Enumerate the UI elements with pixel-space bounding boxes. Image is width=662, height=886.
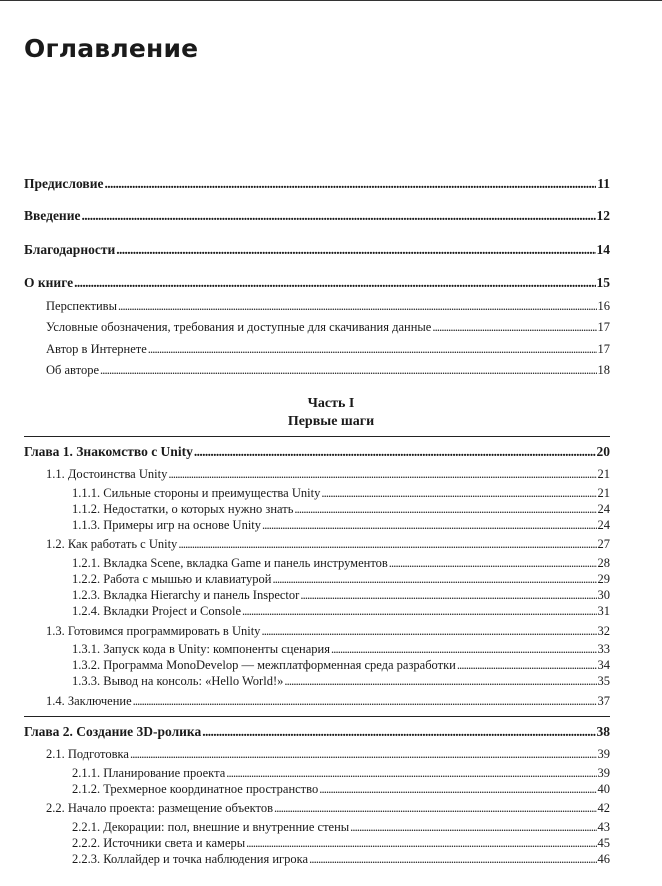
toc-entry-label: 2.1.1. Планирование проекта: [72, 766, 226, 780]
toc-entry[interactable]: [24, 208, 610, 224]
toc-entry-label: 1.2.3. Вкладка Hierarchy и панель Inspector: [72, 588, 300, 602]
toc-entry-page: 14: [596, 242, 610, 257]
toc-entry[interactable]: [24, 275, 610, 291]
toc-entry[interactable]: [72, 556, 610, 571]
toc-entry-page: 38: [596, 724, 610, 739]
leader-dots: [148, 342, 597, 357]
toc-entry-label: Предисловие: [24, 176, 104, 191]
leader-dots: [246, 836, 596, 851]
toc-entry-label: 1.2. Как работать с Unity: [46, 537, 178, 551]
toc-entry[interactable]: [46, 624, 610, 639]
toc-entry[interactable]: [46, 694, 610, 709]
leader-dots: [74, 275, 595, 291]
toc-entry-page: 17: [597, 342, 610, 356]
toc-entry[interactable]: [72, 674, 610, 689]
toc-entry[interactable]: [46, 747, 610, 762]
leader-dots: [104, 176, 596, 192]
toc-entry-label: Перспективы: [46, 299, 117, 313]
toc-entry[interactable]: [46, 299, 610, 314]
toc-entry-page: 21: [597, 486, 610, 500]
leader-dots: [321, 486, 596, 501]
toc-entry-label: Введение: [24, 208, 81, 223]
toc-entry-label: 1.4. Заключение: [46, 694, 132, 708]
leader-dots: [319, 782, 596, 797]
toc-entry-page: 24: [597, 518, 610, 532]
toc-entry-label: 2.2.1. Декорации: пол, внешние и внутренние стены: [72, 820, 350, 834]
leader-dots: [168, 467, 596, 482]
toc-entry[interactable]: [72, 502, 610, 517]
toc-entry[interactable]: [72, 820, 610, 835]
leader-dots: [300, 588, 596, 603]
toc-entry-page: 35: [597, 674, 610, 688]
toc-entry[interactable]: [24, 242, 610, 258]
toc-entry[interactable]: [72, 852, 610, 867]
toc-entry-page: 29: [597, 572, 610, 586]
toc-entry-label: Об авторе: [46, 363, 99, 377]
toc-entry-page: 12: [596, 208, 610, 223]
toc-entry-page: 27: [597, 537, 610, 551]
toc-chapter[interactable]: [24, 716, 610, 740]
leader-dots: [272, 572, 596, 587]
toc-entry[interactable]: [46, 801, 610, 816]
leader-dots: [389, 556, 597, 571]
toc-entry-label: 1.3.1. Запуск кода в Unity: компоненты сценария: [72, 642, 330, 656]
leader-dots: [274, 801, 597, 816]
toc-entry-label: 2.1. Подготовка: [46, 747, 129, 761]
toc-entry-page: 37: [597, 694, 610, 708]
leader-dots: [457, 658, 597, 673]
toc-entry-page: 46: [597, 852, 610, 866]
toc-entry-label: Условные обозначения, требования и доступные для скачивания данные: [46, 320, 432, 334]
toc-entry-page: 39: [597, 747, 610, 761]
toc-entry[interactable]: [72, 836, 610, 851]
toc-entry[interactable]: [72, 766, 610, 781]
toc-entry[interactable]: [72, 588, 610, 603]
leader-dots: [242, 604, 596, 619]
leader-dots: [284, 674, 596, 689]
toc-entry-page: 43: [597, 820, 610, 834]
toc-entry-page: 32: [597, 624, 610, 638]
toc-entry-label: 1.3. Готовимся программировать в Unity: [46, 624, 261, 638]
leader-dots: [331, 642, 597, 657]
toc-entry-label: 2.2.3. Коллайдер и точка наблюдения игрока: [72, 852, 309, 866]
toc-entry-label: 2.1.2. Трехмерное координатное пространство: [72, 782, 319, 796]
toc-entry-page: 28: [597, 556, 610, 570]
toc-entry-page: 11: [597, 176, 610, 191]
toc-entry-page: 17: [597, 320, 610, 334]
toc-entry-label: Глава 1. Знакомство с Unity: [24, 444, 193, 459]
leader-dots: [261, 624, 596, 639]
toc-entry-page: 15: [596, 275, 610, 290]
toc-entry[interactable]: [46, 467, 610, 482]
toc-entry-page: 18: [597, 363, 610, 377]
toc-entry[interactable]: [72, 572, 610, 587]
toc-entry[interactable]: [72, 642, 610, 657]
toc-chapter[interactable]: [24, 436, 610, 460]
leader-dots: [118, 299, 597, 314]
leader-dots: [100, 363, 597, 378]
toc-entry-label: Глава 2. Создание 3D-ролика: [24, 724, 202, 739]
page-title: Оглавление: [24, 34, 199, 63]
toc-entry[interactable]: [72, 604, 610, 619]
leader-dots: [432, 320, 596, 335]
toc-entry-page: 30: [597, 588, 610, 602]
leader-dots: [294, 502, 596, 517]
leader-dots: [309, 852, 596, 867]
toc-entry[interactable]: [46, 342, 610, 357]
toc-entry-label: 1.3.2. Программа MonoDevelop — межплатформенная среда разработки: [72, 658, 456, 672]
toc-entry-label: 1.1. Достоинства Unity: [46, 467, 168, 481]
toc-entry-page: 33: [597, 642, 610, 656]
leader-dots: [194, 444, 596, 460]
toc-entry-label: Автор в Интернете: [46, 342, 147, 356]
toc-entry-page: 31: [597, 604, 610, 618]
toc-entry-label: 1.1.3. Примеры игр на основе Unity: [72, 518, 262, 532]
toc-entry-label: Благодарности: [24, 242, 116, 257]
toc-entry-label: 1.2.1. Вкладка Scene, вкладка Game и панель инструментов: [72, 556, 388, 570]
toc-entry-page: 40: [597, 782, 610, 796]
leader-dots: [226, 766, 596, 781]
leader-dots: [133, 694, 597, 709]
leader-dots: [350, 820, 596, 835]
toc-entry-label: О книге: [24, 275, 74, 290]
leader-dots: [130, 747, 597, 762]
toc-entry-label: 2.2. Начало проекта: размещение объектов: [46, 801, 273, 815]
leader-dots: [178, 537, 596, 552]
toc-entry[interactable]: [72, 486, 610, 501]
toc-entry-page: 24: [597, 502, 610, 516]
leader-dots: [262, 518, 596, 533]
leader-dots: [81, 208, 595, 224]
toc-entry-page: 21: [597, 467, 610, 481]
part-number: Часть I: [307, 396, 355, 411]
toc-entry[interactable]: [46, 320, 610, 335]
toc-entry[interactable]: [72, 658, 610, 673]
toc-entry[interactable]: [46, 363, 610, 378]
toc-entry[interactable]: [24, 176, 610, 192]
toc-entry-page: 39: [597, 766, 610, 780]
toc-entry-label: 1.1.1. Сильные стороны и преимущества Unity: [72, 486, 321, 500]
toc-entry-page: 16: [597, 299, 610, 313]
toc-entry-page: 45: [597, 836, 610, 850]
toc-entry[interactable]: [72, 782, 610, 797]
part-title: Первые шаги: [287, 414, 375, 429]
leader-dots: [202, 724, 595, 740]
toc-entry[interactable]: [46, 537, 610, 552]
leader-dots: [116, 242, 595, 258]
toc-entry-label: 1.2.2. Работа с мышью и клавиатурой: [72, 572, 272, 586]
toc-entry-page: 20: [596, 444, 610, 459]
toc-entry-label: 2.2.2. Источники света и камеры: [72, 836, 246, 850]
toc-entry-label: 1.3.3. Вывод на консоль: «Hello World!»: [72, 674, 284, 688]
toc-entry[interactable]: [72, 518, 610, 533]
toc-entry-page: 42: [597, 801, 610, 815]
toc-entry-label: 1.2.4. Вкладки Project и Console: [72, 604, 242, 618]
toc-entry-label: 1.1.2. Недостатки, о которых нужно знать: [72, 502, 294, 516]
toc-entry-page: 34: [597, 658, 610, 672]
